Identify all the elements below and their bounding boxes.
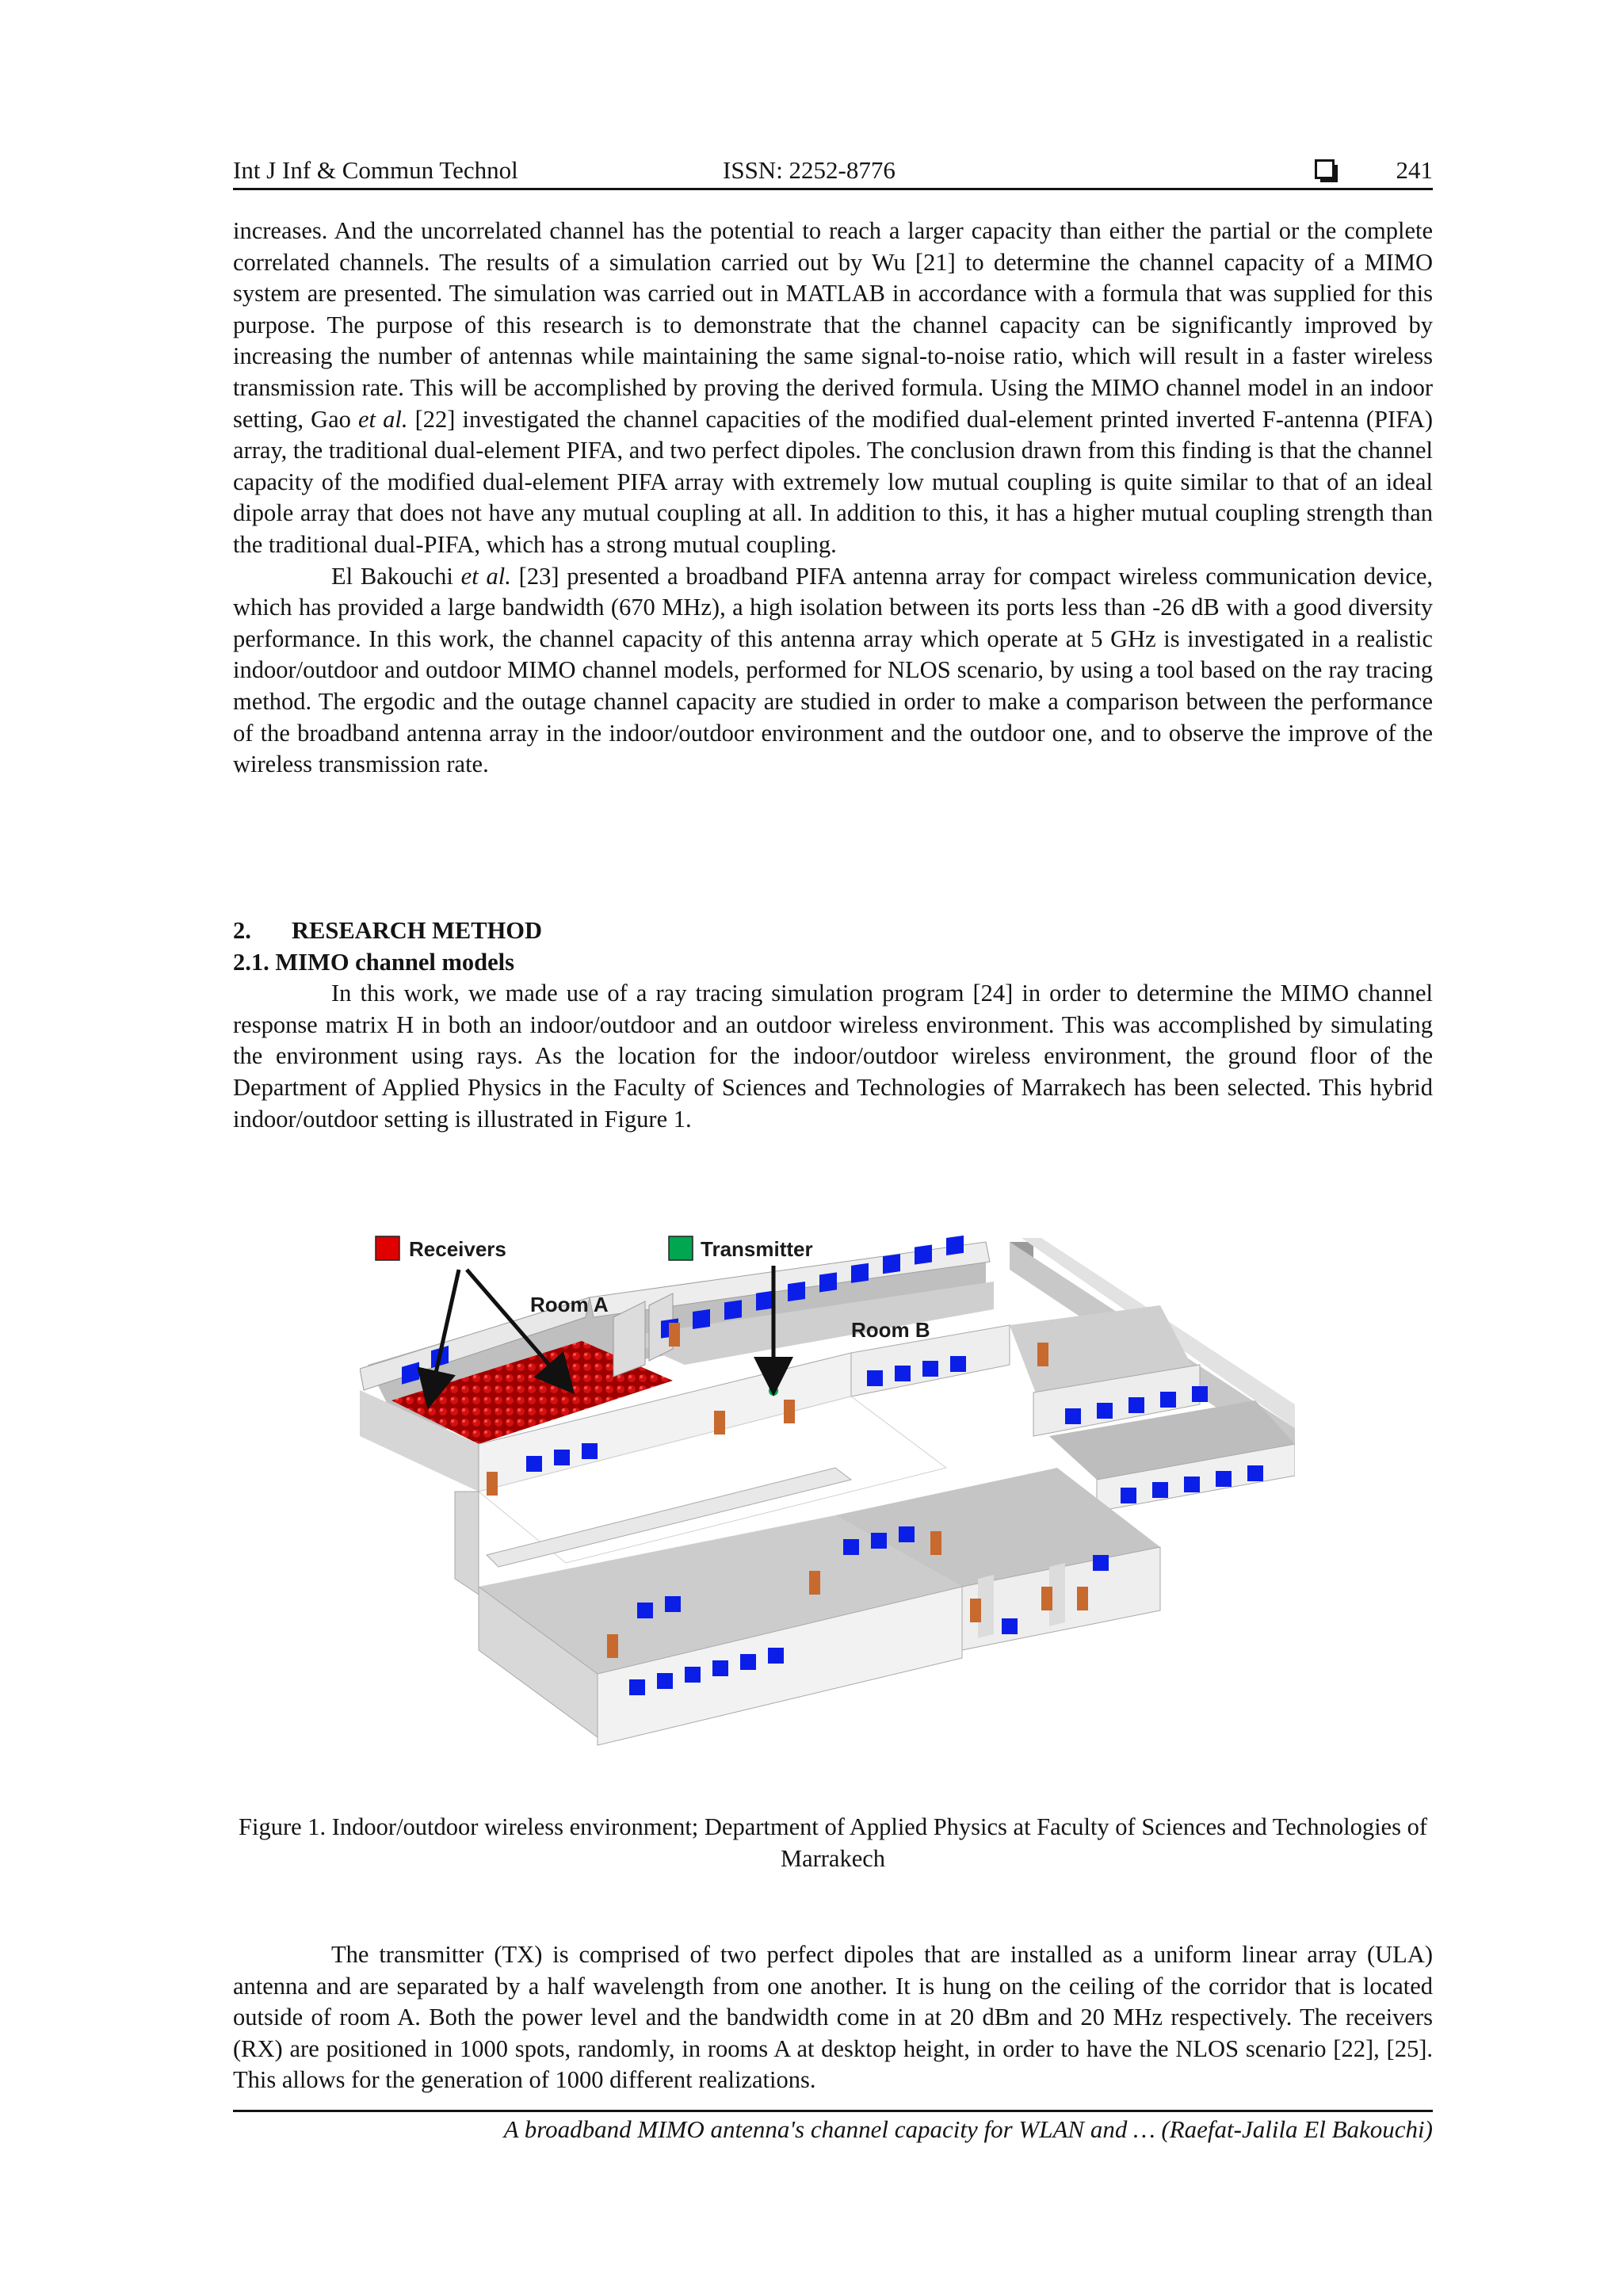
- floor-plan-illustration: [360, 1206, 1295, 1780]
- page-number: 241: [1396, 156, 1433, 184]
- subsection-heading: 2.1. MIMO channel models: [233, 948, 514, 976]
- header-rule: [233, 188, 1433, 190]
- running-footer: A broadband MIMO antenna's channel capacity for WLAN and … (Raefat-Jalila El Bakouchi): [503, 2115, 1433, 2143]
- section-heading: [233, 915, 1433, 947]
- running-header: [233, 153, 1433, 188]
- figure-caption: Figure 1. Indoor/outdoor wireless environment; Department of Applied Physics at Faculty of Sciences and Technologies of Marrakech: [239, 1813, 1427, 1872]
- receivers-legend-label: Receivers: [409, 1237, 506, 1261]
- method-paragraph-1: In this work, we made use of a ray tracing simulation program [24] in order to determine the MIMO channel response matrix H in both an indoor/outdoor and an outdoor wireless environment. This was accomplished by simulating the environment using rays. As the location for the indoor/outdoor wireless environment, the ground floor of the Department of Applied Physics in the Faculty of Sciences and Technologies of Marrakech has been selected. This hybrid indoor/outdoor setting is illustrated in Figure 1.: [233, 980, 1433, 1133]
- et-al: et al.: [460, 562, 511, 590]
- transmitter-marker: [769, 1386, 778, 1396]
- intro-p2-rest: [23] presented a broadband PIFA antenna array for compact wireless communication device, which has provided a large bandwidth (670 MHz), a high isolation between its ports less than -26 dB with a good diversity performance. In this work, the channel capacity of this antenna array which operate at 5 GHz is investigated in a realistic indoor/outdoor and outdoor MIMO channel models, performed for NLOS scenario, by using a tool based on the ray tracing method. The ergodic and the outage channel capacity are studied in order to make a comparison between the performance of the broadband antenna array in the indoor/outdoor environment and the outdoor one, and to observe the improve of the wireless transmission rate.: [233, 562, 1434, 778]
- section-research-method: [233, 915, 1433, 1135]
- room-a-label: Room A: [530, 1293, 609, 1316]
- section-number: 2.: [233, 917, 251, 944]
- intro-p2-author: El Bakouchi: [331, 562, 453, 590]
- receivers-legend-swatch: [376, 1236, 399, 1260]
- intro-text: [233, 216, 1433, 781]
- square-bullet-icon: [1315, 159, 1335, 179]
- et-al: et al.: [358, 405, 408, 433]
- figure-1: [360, 1206, 1295, 1780]
- intro-paragraph-2: [233, 561, 1433, 781]
- body-text: [233, 1939, 1433, 2096]
- issn: ISSN: 2252-8776: [723, 156, 896, 184]
- intro-p1-text: increases. And the uncorrelated channel has the potential to reach a larger capacity than either the partial or the complete correlated channels. The results of a simulation carried out by Wu [21] to determine the channel capacity of a MIMO system are presented. The simulation was carried out in MATLAB in accordance with a formula that was supplied for this purpose. The purpose of this research is to demonstrate that the channel capacity can be significantly improved by increasing the number of antennas while maintaining the same signal-to-noise ratio, which will result in a faster wireless transmission rate. This will be accomplished by proving the derived formula. Using the MIMO channel model in an indoor setting, Gao: [233, 217, 1433, 433]
- section-title: RESEARCH METHOD: [292, 917, 543, 944]
- transmitter-legend-swatch: [669, 1236, 693, 1260]
- body-paragraph-2: The transmitter (TX) is comprised of two perfect dipoles that are installed as a uniform linear array (ULA) antenna and are separated by a half wavelength from one another. It is hung on the ceiling of the corridor that is located outside of room A. Both the power level and the bandwidth come in at 20 dBm and 20 MHz respectively. The receivers (RX) are positioned in 1000 spots, randomly, in rooms A at desktop height, in order to have the NLOS scenario [22], [25]. This allows for the generation of 1000 different realizations.: [233, 1941, 1433, 2094]
- room-b-label: Room B: [851, 1318, 930, 1342]
- transmitter-legend-label: Transmitter: [701, 1237, 813, 1261]
- intro-p1-rest: [22] investigated the channel capacities of the modified dual-element printed inverted F-antenna (PIFA) array, the traditional dual-element PIFA, and two perfect dipoles. The conclusion drawn from this finding is that the channel capacity of the modified dual-element PIFA array with extremely low mutual coupling is quite similar to that of an ideal dipole array that does not have any mutual coupling at all. In addition to this, it has a higher mutual coupling strength than the traditional dual-PIFA, which has a strong mutual coupling.: [233, 405, 1433, 558]
- journal-name: Int J Inf & Commun Technol: [233, 156, 518, 184]
- intro-paragraph-1: [233, 216, 1433, 561]
